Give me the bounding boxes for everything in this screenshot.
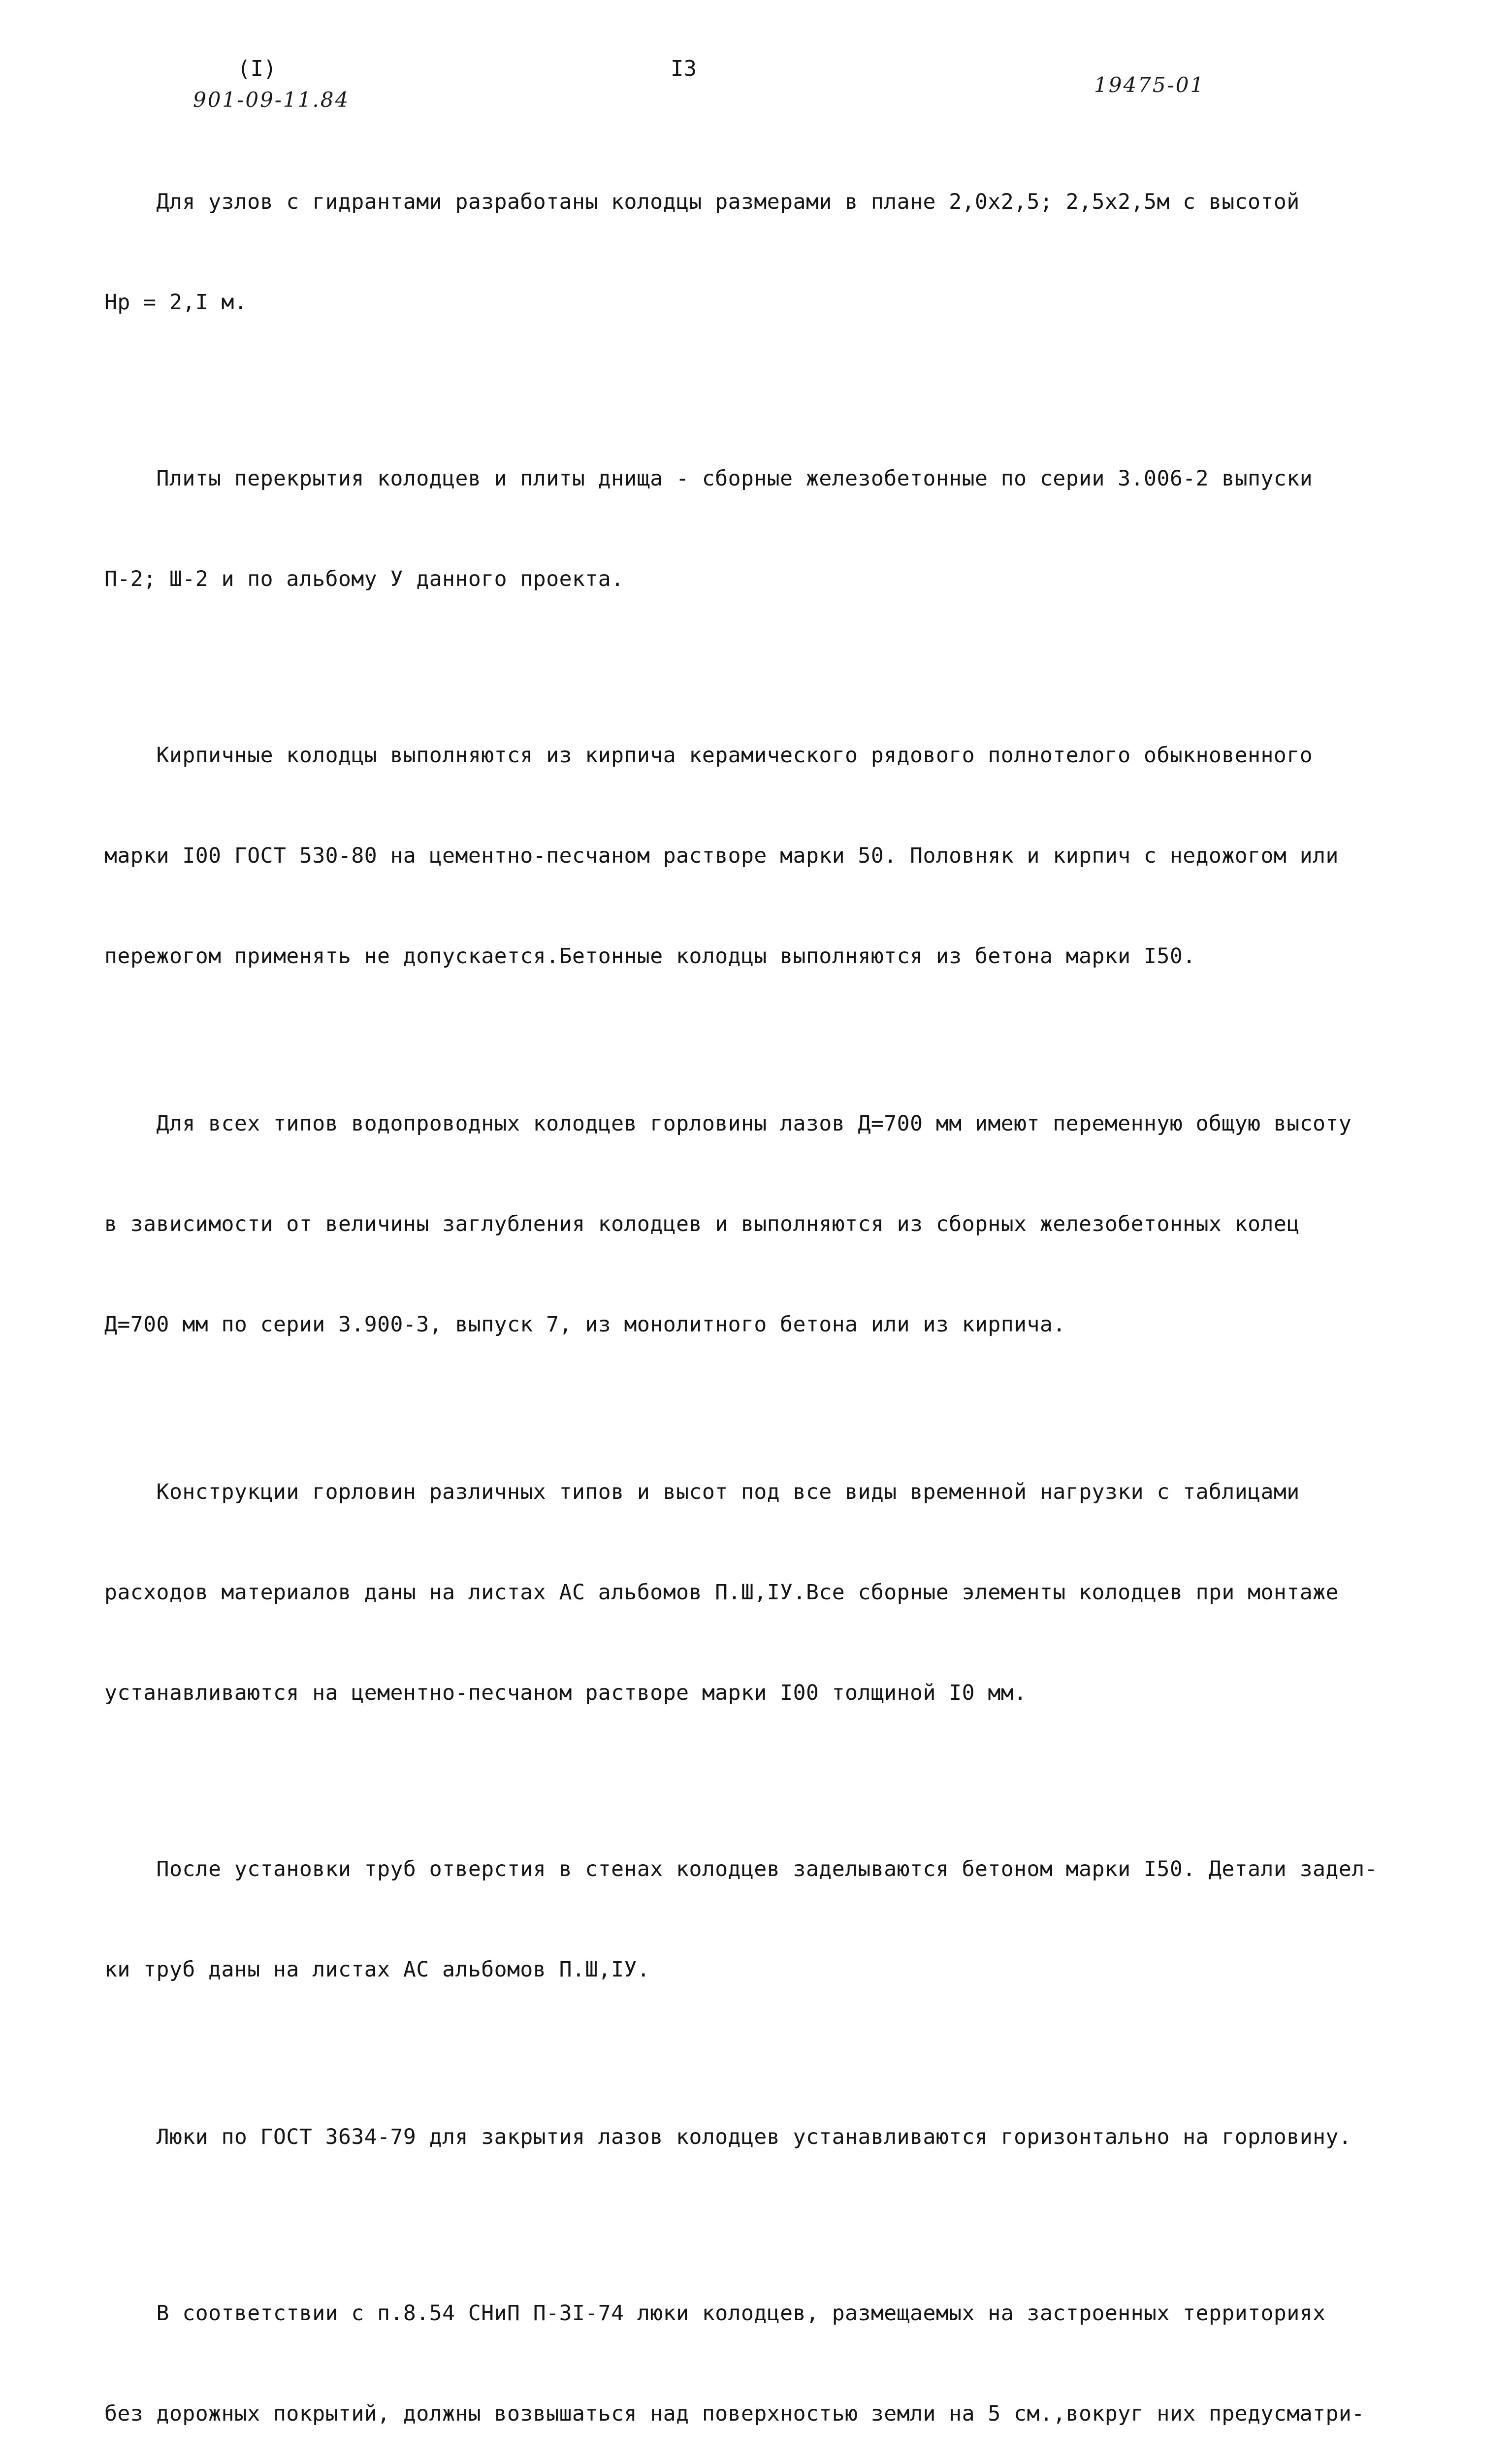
text-line: П-2; Ш-2 и по альбому У данного проекта. bbox=[104, 567, 624, 591]
paragraph-snip-requirements bbox=[104, 2230, 1434, 2462]
paragraph-hydrant-wells bbox=[104, 118, 1434, 386]
paragraph-hatches bbox=[104, 2053, 1434, 2221]
text-line: без дорожных покрытий, должны возвышаться над поверхностью земли на 5 см.,вокруг них предусматри- bbox=[104, 2401, 1365, 2426]
text-line: расходов материалов даны на листах АС альбомов П.Ш,IУ.Все сборные элементы колодцев при монтаже bbox=[104, 1580, 1339, 1605]
paragraph-brick-wells bbox=[104, 672, 1434, 1040]
text-line: После установки труб отверстия в стенах колодцев заделываются бетоном марки I50. Детали задел- bbox=[104, 1857, 1378, 1881]
text-line: устанавливаются на цементно-песчаном растворе марки I00 толщиной I0 мм. bbox=[104, 1681, 1027, 1705]
text-line: Для узлов с гидрантами разработаны колодцы размерами в плане 2,0х2,5; 2,5х2,5м с высотой bbox=[104, 190, 1300, 214]
text-line: пережогом применять не допускается.Бетонные колодцы выполняются из бетона марки I50. bbox=[104, 944, 1196, 969]
text-line: Люки по ГОСТ 3634-79 для закрытия лазов колодцев устанавливаются горизонтально на горловину. bbox=[104, 2125, 1352, 2149]
paragraph-neck-structures bbox=[104, 1408, 1434, 1777]
text-line: в зависимости от величины заглубления колодцев и выполняются из сборных железобетонных колец bbox=[104, 1212, 1300, 1236]
album-code: 901-09-11.84 bbox=[193, 88, 350, 112]
text-line: ки труб даны на листах АС альбомов П.Ш,IУ. bbox=[104, 1957, 650, 1982]
text-line: Для всех типов водопроводных колодцев горловины лазов Д=700 мм имеют переменную общую высоту bbox=[104, 1111, 1352, 1136]
body-text bbox=[104, 118, 1434, 2462]
sheet-label: (I) bbox=[237, 56, 277, 81]
text-line: Плиты перекрытия колодцев и плиты днища - сборные железобетонные по серии 3.006-2 выпуски bbox=[104, 466, 1313, 491]
paragraph-slabs bbox=[104, 395, 1434, 663]
text-line: В соответствии с п.8.54 СНиП П-3I-74 люки колодцев, размещаемых на застроенных территориях bbox=[104, 2301, 1326, 2326]
text-line: марки I00 ГОСТ 530-80 на цементно-песчаном растворе марки 50. Половняк и кирпич с недожогом или bbox=[104, 843, 1339, 868]
text-line: Конструкции горловин различных типов и высот под все виды временной нагрузки с таблицами bbox=[104, 1480, 1300, 1504]
paragraph-manhole-necks bbox=[104, 1040, 1434, 1408]
text-line: Нр = 2,I м. bbox=[104, 290, 248, 315]
text-line: Кирпичные колодцы выполняются из кирпича керамического рядового полнотелого обыкновенного bbox=[104, 743, 1313, 768]
page-number: I3 bbox=[671, 56, 697, 81]
text-line: Д=700 мм по серии 3.900-3, выпуск 7, из монолитного бетона или из кирпича. bbox=[104, 1312, 1066, 1337]
paragraph-pipe-openings bbox=[104, 1785, 1434, 2053]
doc-number: 19475-01 bbox=[1094, 73, 1205, 97]
